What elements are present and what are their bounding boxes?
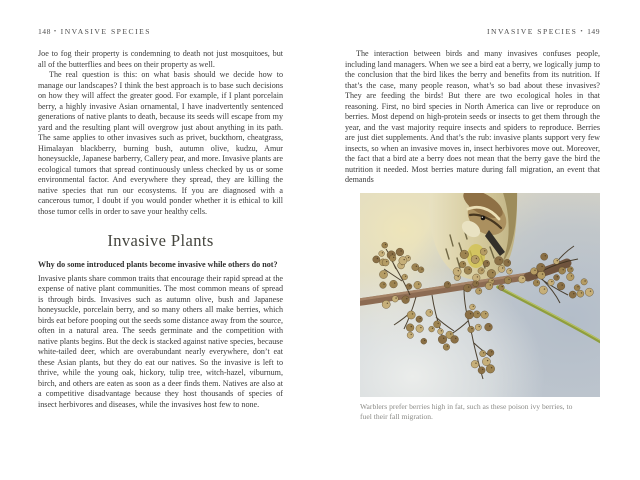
running-title-left: INVASIVE SPECIES — [60, 27, 151, 36]
running-head-right — [345, 27, 600, 36]
paragraph: The interaction between birds and many invasives confuses people, including land managers. When we see a bird eat a berry, we logically jump to the conclusion that the bird likes the berry and benefits from its nutrition. If that’s the case, many people reason, what’s so bad about these invasives? They are feeding the birds! But there are two ecological holes in that reasoning. First, no bird species in North America can live or reproduce on berries. Most depend on high-protein seeds or insects to get them through the year, and the vast majority require insects and spiders to reproduce. Berries are just diet supplements. And that’s the rub: invasive plants support very few insects, so when an invasive moves in, insect herbivores move out. Moreover, the fact that a bird ate a berry does not mean that the berry gave the bird the nutrition it needed. Most berries mature during fall migration, an event that demands — [345, 49, 600, 184]
page-right — [320, 0, 640, 480]
page-number-left: 148 — [38, 27, 51, 36]
paragraph: The real question is this: on what basis should we decide how to manage our landscapes? I think the best approach is to base such decisions on how they will affect the greater good. For example, if I plant porcelain berry, a highly invasive Asian ornamental, I have inadvertently sentenced generations of native plants to death, because its seeds will escape from my yard and the resulting plant will overgrow just about anything in its path. The same applies to other invasives such as privet, buckthorn, cheatgrass, Himalayan blackberry, burning bush, autumn olive, kudzu, Amur honeysuckle, Japanese barberry, Callery pear, and more. Invasive plants are ecological tumors that spread continuously unless checked by us or some environmental factor. And everywhere they spread, they are killing the native species that run our ecosystems. If you are diagnosed with a cancerous tumor, I doubt if you would ponder whether it is ethical to kill those tumor cells in order to save your healthy cells. — [38, 70, 283, 216]
header-separator: • — [53, 28, 58, 35]
running-head-left — [38, 27, 283, 36]
header-separator: • — [580, 28, 585, 35]
warbler-photo — [360, 193, 600, 397]
page-number-right: 149 — [587, 27, 600, 36]
paragraph: Invasive plants share common traits that encourage their rapid spread at the expense of native plant communities. The most common means of spread is through birds. Invasives such as autumn olive, bush and Japanese honeysuckle, porcelain berry, and so many others all make berries, which birds eat before pooping out the seeds some distance away from the source, often in a natural area. The seeds germinate and the competition with native plants begins. But the deck is stacked against native species, because white-tailed deer, which are overabundant nearly everywhere, don’t eat these Asian plants, but they do eat our natives. So the invasive is left to thrive, while the young oak, hickory, tulip tree, witch-hazel, viburnum, birch, and others are eaten as soon as a deer finds them. Natives are also at a competitive disadvantage because they host thousands of species of insect herbivores and diseases, while the invasives host few to none. — [38, 273, 283, 409]
photo-figure — [360, 193, 600, 423]
photo-caption: Warblers prefer berries high in fat, such as these poison ivy berries, to fuel their fall migration. — [360, 401, 573, 422]
paragraph-continuation: Joe to fog their property is condemning to death not just mosquitoes, but all of the butterflies and bees on their property as well. — [38, 49, 283, 69]
chapter-heading: Invasive Plants — [107, 231, 214, 250]
running-title-right: INVASIVE SPECIES — [487, 27, 578, 36]
section-question: Why do some introduced plants become invasive while others do not? — [38, 260, 278, 269]
